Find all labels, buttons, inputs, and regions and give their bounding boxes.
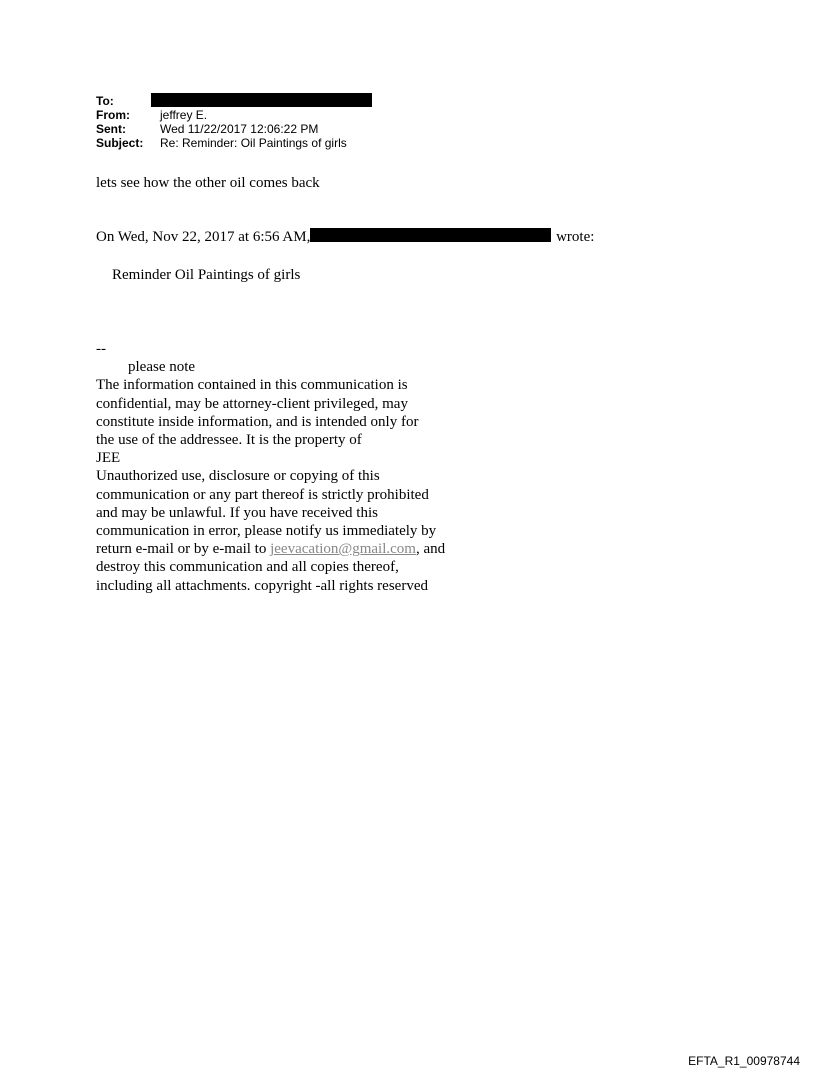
signature-line: JEE bbox=[96, 450, 121, 467]
quote-intro: On Wed, Nov 22, 2017 at 6:56 AM, bbox=[96, 229, 311, 245]
sent-label: Sent: bbox=[96, 122, 126, 136]
subject-value: Re: Reminder: Oil Paintings of girls bbox=[160, 136, 347, 150]
email-suffix: , and bbox=[415, 541, 446, 558]
from-label: From: bbox=[96, 108, 130, 122]
signature-line: Unauthorized use, disclosure or copying of this bbox=[96, 468, 380, 485]
sent-value: Wed 11/22/2017 12:06:22 PM bbox=[160, 122, 319, 136]
quote-intro-line bbox=[96, 228, 594, 246]
to-redaction bbox=[151, 93, 372, 107]
quoted-text: Reminder Oil Paintings of girls bbox=[112, 267, 301, 283]
email-link[interactable]: jeevacation@gmail.com bbox=[270, 541, 416, 558]
signature-dashes: -- bbox=[96, 341, 106, 357]
signature-line: and may be unlawful. If you have received this bbox=[96, 504, 378, 521]
signature-note: please note bbox=[128, 359, 196, 376]
sender-redaction bbox=[310, 228, 551, 242]
quote-wrote: wrote: bbox=[556, 229, 595, 245]
signature-line: including all attachments. copyright -all rights reserved bbox=[96, 577, 428, 594]
to-label: To: bbox=[96, 94, 114, 108]
signature-block bbox=[96, 340, 445, 595]
signature-line: The information contained in this communication is bbox=[96, 377, 408, 394]
signature-email-line bbox=[96, 540, 445, 558]
document-id: EFTA_R1_00978744 bbox=[688, 1054, 800, 1068]
signature-line: communication or any part thereof is strictly prohibited bbox=[96, 486, 429, 503]
email-prefix: return e-mail or by e-mail to bbox=[96, 541, 271, 558]
signature-line: constitute inside information, and is intended only for bbox=[96, 413, 419, 430]
signature-line: destroy this communication and all copies thereof, bbox=[96, 559, 399, 576]
subject-label: Subject: bbox=[96, 136, 144, 150]
reply-text: lets see how the other oil comes back bbox=[96, 175, 320, 191]
signature-line: the use of the addressee. It is the property of bbox=[96, 432, 362, 449]
signature-line: confidential, may be attorney-client privileged, may bbox=[96, 395, 408, 412]
signature-line: communication in error, please notify us immediately by bbox=[96, 523, 437, 540]
from-value: jeffrey E. bbox=[160, 108, 208, 122]
